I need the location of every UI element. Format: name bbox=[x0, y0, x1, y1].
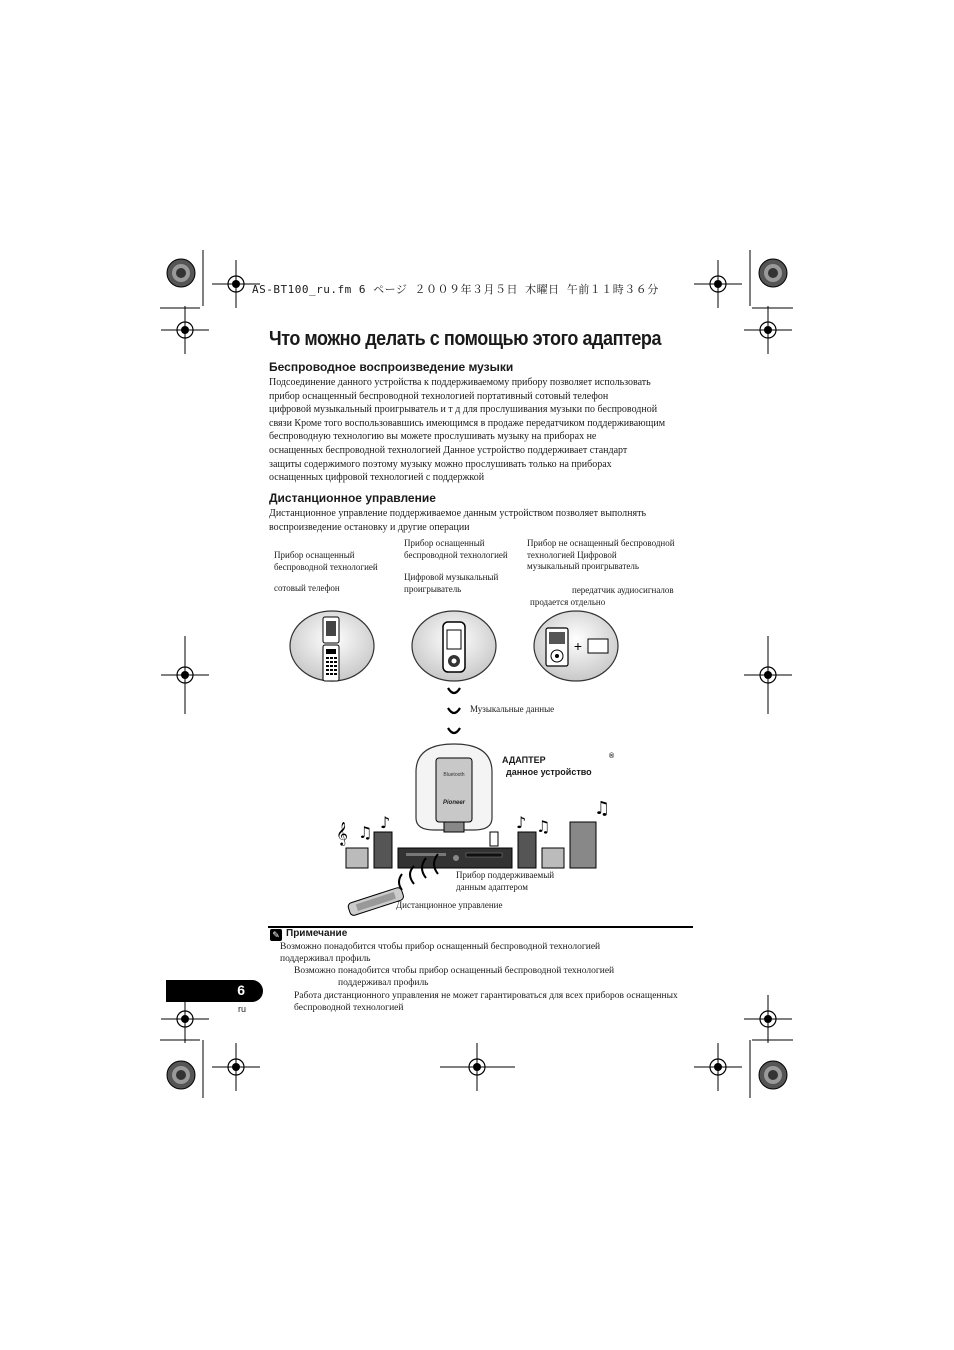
label-line: проигрыватель bbox=[404, 583, 462, 594]
receiver-icon bbox=[398, 848, 512, 868]
music-note-icon: ♪ bbox=[516, 813, 527, 832]
label-line: Прибор не оснащенный беспроводной bbox=[527, 538, 675, 548]
page-title: Что можно делать с помощью этого адаптера bbox=[269, 328, 662, 350]
color-target-icon bbox=[167, 1061, 195, 1089]
music-note-icon: ♫ bbox=[594, 798, 611, 819]
label-line: Прибор поддерживаемый bbox=[456, 870, 555, 880]
body-line: связи Кроме того воспользовавшись имеющимся в продаже передатчиком поддерживающим bbox=[269, 417, 666, 429]
registration-mark-icon bbox=[694, 260, 742, 308]
device-label bbox=[456, 870, 554, 893]
adapter-brand: Pioneer bbox=[442, 800, 466, 806]
label-line: продается отдельно bbox=[530, 596, 606, 607]
mobile-phone-icon bbox=[323, 617, 339, 681]
section-heading-remote: Дистанционное управление bbox=[269, 491, 436, 505]
label-line: технологией Цифровой bbox=[527, 549, 617, 560]
registration-mark-icon bbox=[694, 1043, 742, 1091]
note-line: поддерживал профиль bbox=[280, 954, 371, 964]
plus-sign: + bbox=[573, 638, 583, 654]
adapter-label: АДАПТЕР bbox=[502, 755, 546, 765]
registered-mark: ® bbox=[609, 753, 615, 760]
section-heading-wireless: Беспроводное воспроизведение музыки bbox=[269, 360, 514, 374]
body-line: цифровой музыкальный проигрыватель и т д для прослушивания музыки по беспроводной bbox=[269, 404, 658, 416]
page-number: 6 bbox=[237, 982, 245, 998]
body-line: беспроводную технологию вы можете прослушивать музыку на приборах не bbox=[269, 431, 597, 443]
label-line: данным адаптером bbox=[456, 881, 528, 892]
section-wireless-body bbox=[269, 376, 665, 485]
adapter-bt-mark: Bluetooth bbox=[443, 772, 465, 778]
music-player-icon bbox=[443, 622, 465, 672]
adapter-small-icon bbox=[490, 832, 498, 846]
diagram-col1-item: сотовый телефон bbox=[274, 583, 340, 593]
section-remote-body bbox=[269, 507, 646, 534]
body-line: воспроизведение остановку и другие операции bbox=[269, 521, 470, 533]
diagram-col3-label bbox=[527, 538, 675, 573]
color-target-icon bbox=[759, 259, 787, 287]
note-line: беспроводной технологией bbox=[294, 1003, 404, 1013]
label-line: беспроводной технологией bbox=[274, 561, 378, 572]
remote-label: Дистанционное управление bbox=[396, 900, 503, 910]
label-line: Прибор оснащенный bbox=[274, 550, 355, 560]
color-target-icon bbox=[167, 259, 195, 287]
label-line: передатчик аудиосигналов bbox=[572, 585, 674, 595]
body-line: защиты содержимого поэтому музыку можно прослушивать только на приборах bbox=[269, 458, 612, 470]
registration-mark-icon bbox=[744, 995, 792, 1043]
music-data-label: Музыкальные данные bbox=[470, 704, 555, 714]
page-language: ru bbox=[238, 1004, 247, 1014]
music-player-icon bbox=[546, 628, 568, 666]
color-target-icon bbox=[759, 1061, 787, 1089]
note-pencil-icon: ✎ bbox=[270, 929, 282, 941]
adapter-sub-label: данное устройство bbox=[506, 767, 592, 777]
adapter-icon bbox=[436, 758, 472, 832]
label-line: музыкальный проигрыватель bbox=[527, 561, 639, 571]
music-note-icon: 𝄞 bbox=[336, 821, 348, 845]
registration-mark-icon bbox=[212, 1043, 260, 1091]
body-line: оснащенных беспроводной технологией Данное устройство поддерживает стандарт bbox=[269, 444, 628, 456]
registration-mark-icon bbox=[161, 995, 209, 1043]
body-line: Дистанционное управление поддерживаемое данным устройством позволяет выполнять bbox=[269, 508, 647, 519]
body-line: Подсоединение данного устройства к поддерживаемому прибору позволяет использовать bbox=[269, 377, 651, 388]
note-line: Возможно понадобится чтобы прибор оснащенный беспроводной технологией bbox=[294, 966, 615, 976]
diagram-col2-item bbox=[404, 572, 498, 595]
registration-mark-icon bbox=[161, 306, 209, 354]
body-line: прибор оснащенный беспроводной технологией портативный сотовый телефон bbox=[269, 390, 609, 402]
body-line: оснащенных цифровой технологией с поддержкой bbox=[269, 472, 485, 484]
label-line: Прибор оснащенный bbox=[404, 538, 485, 548]
page-tab bbox=[166, 980, 263, 1002]
label-line: беспроводной технологией bbox=[404, 549, 508, 560]
music-note-icon: ♪ bbox=[380, 813, 391, 832]
diagram-col2-label bbox=[404, 538, 508, 561]
file-header-line: AS-BT100_ru.fm 6 ページ ２００９年３月５日 木曜日 午前１１時３６分 bbox=[252, 283, 659, 296]
diagram-col1-label bbox=[274, 550, 378, 573]
music-note-icon: ♫ bbox=[358, 823, 373, 842]
transmitter-icon bbox=[588, 639, 608, 653]
signal-chevrons-icon bbox=[448, 688, 460, 733]
note-line: поддерживал профиль bbox=[338, 978, 429, 988]
note-line: Возможно понадобится чтобы прибор оснащенный беспроводной технологией bbox=[280, 942, 601, 952]
label-line: Цифровой музыкальный bbox=[404, 572, 499, 582]
note-heading: Примечание bbox=[286, 928, 348, 939]
music-note-icon: ♫ bbox=[536, 817, 551, 836]
note-line: Работа дистанционного управления не может гарантироваться для всех приборов оснащенных bbox=[294, 991, 678, 1001]
registration-mark-icon bbox=[744, 306, 792, 354]
